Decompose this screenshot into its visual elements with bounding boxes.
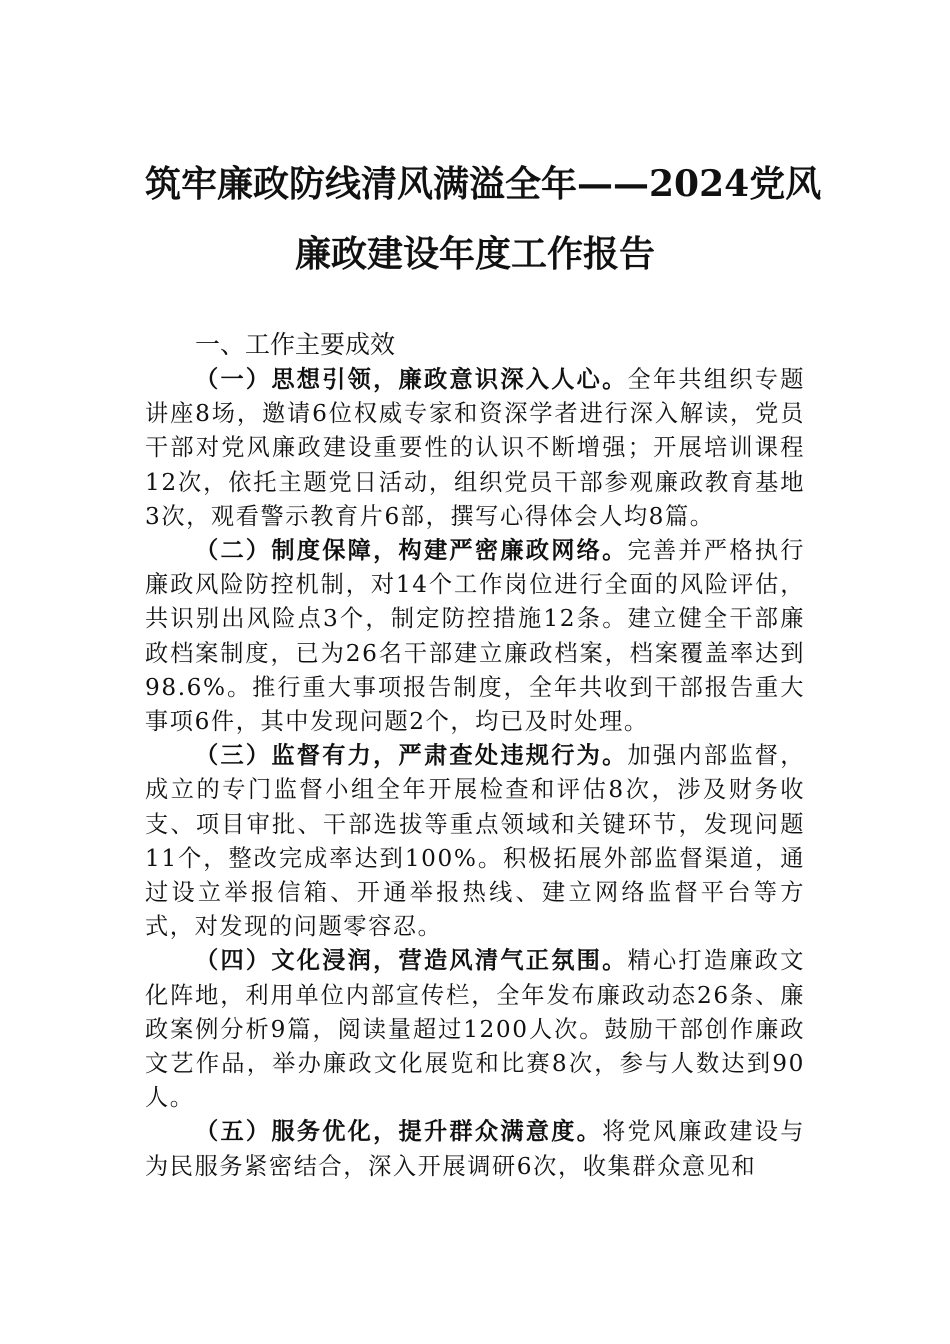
paragraph-culture bbox=[145, 944, 805, 1115]
paragraph-lead: （三）监督有力，严肃查处违规行为。 bbox=[195, 742, 628, 770]
paragraph-text: 精心打造廉政文化阵地，利用单位内部宣传栏，全年发布廉政动态26条、廉政案例分析9篇，阅读量超过1200人次。鼓励干部创作廉政文艺作品，举办廉政文化展览和比赛8次，参与人数达到90人。 bbox=[145, 947, 805, 1112]
document-title-line2: 廉政建设年度工作报告 bbox=[294, 233, 655, 275]
paragraph-text: 完善并严格执行廉政风险防控机制，对14个工作岗位进行全面的风险评估，共识别出风险点3个，制定防控措施12条。建立健全干部廉政档案制度，已为26名干部建立廉政档案，档案覆盖率达到98.6%。推行重大事项报告制度，全年共收到干部报告重大事项6件，其中发现问题2个，均已及时处理。 bbox=[145, 537, 805, 736]
paragraph-lead: （五）服务优化，提升群众满意度。 bbox=[195, 1118, 603, 1146]
paragraph-text: 加强内部监督，成立的专门监督小组全年开展检查和评估8次，涉及财务收支、项目审批、干部选拔等重点领域和关键环节，发现问题11个，整改完成率达到100%。积极拓展外部监督渠道，通过设立举报信箱、开通举报热线、建立网络监督平台等方式，对发现的问题零容忍。 bbox=[145, 742, 805, 941]
document-title-line1: 筑牢廉政防线清风满溢全年——2024党风 bbox=[145, 163, 822, 205]
paragraph-lead: （二）制度保障，构建严密廉政网络。 bbox=[195, 537, 628, 565]
paragraph-lead: （四）文化浸润，营造风清气正氛围。 bbox=[195, 947, 628, 975]
paragraph-system-guarantee bbox=[145, 534, 805, 739]
document-body bbox=[145, 326, 805, 1184]
paragraph-service bbox=[145, 1115, 805, 1183]
paragraph-supervision bbox=[145, 739, 805, 944]
paragraph-text: 全年共组织专题讲座8场，邀请6位权威专家和资深学者进行深入解读，党员干部对党风廉政建设重要性的认识不断增强；开展培训课程12次，依托主题党日活动，组织党员干部参观廉政教育基地3次，观看警示教育片6部，撰写心得体会人均8篇。 bbox=[145, 366, 805, 530]
section-heading: 一、工作主要成效 bbox=[195, 330, 396, 359]
paragraph-lead: （一）思想引领，廉政意识深入人心。 bbox=[195, 366, 628, 393]
paragraph-thought-guidance bbox=[145, 363, 805, 534]
paragraph-text: 将党风廉政建设与为民服务紧密结合，深入开展调研6次，收集群众意见和 bbox=[145, 1118, 805, 1180]
